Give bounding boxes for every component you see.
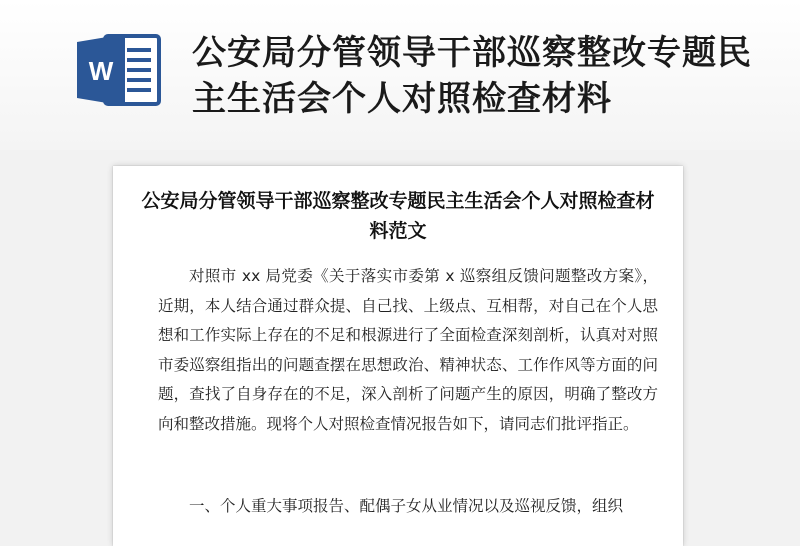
header-banner [0,0,800,150]
document-paragraph: 一、个人重大事项报告、配偶子女从业情况以及巡视反馈，组织 [189,497,624,515]
document-title: 公安局分管领导干部巡察整改专题民主生活会个人对照检查材料范文 [141,190,655,242]
document-paragraph: 对照市 xx 局党委《关于落实市委第 x 巡察组反馈问题整改方案》，近期，本人结合通过群众提、自己找、上级点、互相帮，对自己在个人思想和工作实际上存在的不足和根源进行了全面检查深刻剖析，认真对对照市委巡察组指出的问题查摆在思想政治、精神状态、工作作风等方面的问题，查找了自身存在的不足，深入剖析了问题产生的原因，明确了整改方向和整改措施。现将个人对照检查情况报告如下，请同志们批评指正。 [158,267,658,433]
word-icon-letter: W [88,56,114,86]
word-document-icon [75,30,165,110]
document-page [113,166,683,546]
header-title: 公安局分管领导干部巡察整改专题民主生活会个人对照检查材料 [192,33,752,119]
